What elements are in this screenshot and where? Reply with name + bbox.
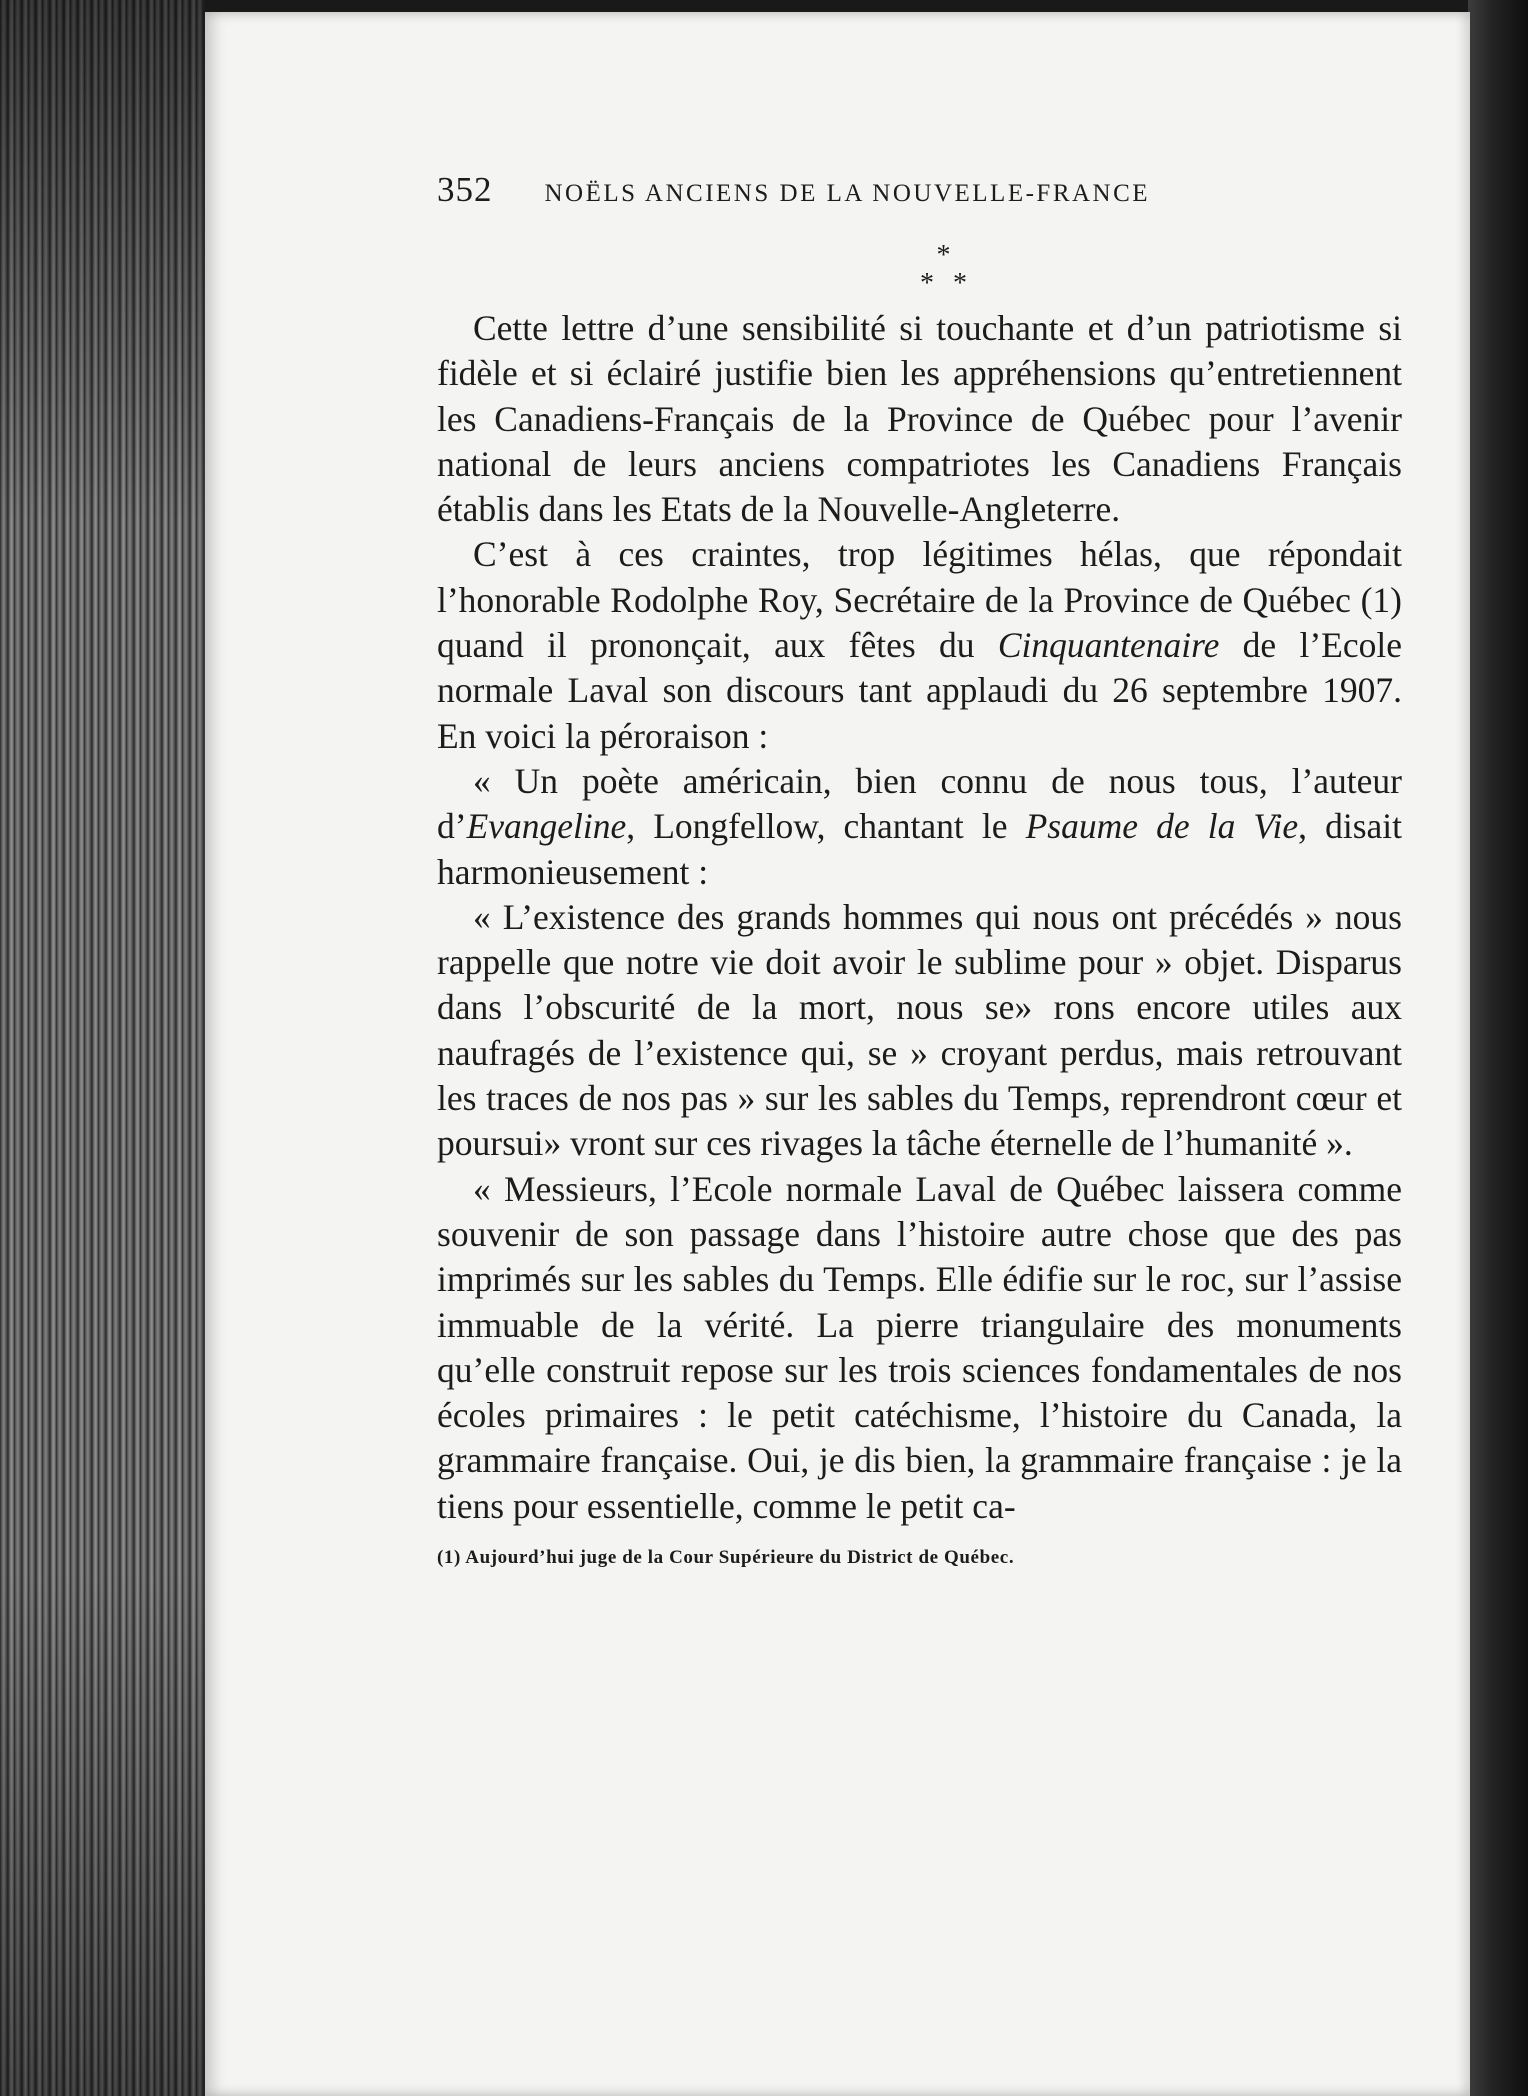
running-title: NOËLS ANCIENS DE LA NOUVELLE-FRANCE xyxy=(544,180,1151,207)
asterism-top: * xyxy=(936,240,951,271)
footnote: (1) Aujourd’hui juge de la Cour Supérieure du District de Québec. xyxy=(437,1547,1015,1569)
section-asterism xyxy=(485,242,1402,298)
paragraph-text: C’est à ces craintes, trop légitimes hélas, que répondait l’honorable Rodolphe Roy, Secrétaire de la Province de Québec (1) quand il prononçait, aux fêtes du xyxy=(437,534,1402,666)
book-page-edges xyxy=(0,0,205,2096)
paragraph-letter-comment: Cette lettre d’une sensibilité si touchante et d’un patriotisme si fidèle et si éclairé justifie bien les appréhensions qu’entretiennent les Canadiens-Français de la Province de Québec pour l’avenir national de leurs anciens compatriotes les Canadiens Français établis dans les Etats de la Nouvelle-Angleterre. xyxy=(437,308,1402,530)
paragraph-rodolphe-roy xyxy=(437,532,1402,758)
paragraph-text: « Un poète américain, bien connu de nous tous, l’auteur d’ xyxy=(437,760,1402,847)
italic-evangeline: Evangeline xyxy=(466,806,627,847)
paragraph-longfellow xyxy=(437,759,1402,895)
paragraph-text: , Longfellow, chantant le xyxy=(626,806,1026,847)
book-cover-edge xyxy=(1468,0,1528,2096)
page-number: 352 xyxy=(437,170,493,209)
page-sheet xyxy=(205,12,1470,2096)
page-header xyxy=(437,170,1402,230)
asterism-bottom: * * xyxy=(920,268,967,299)
italic-psaume-de-la-vie: Psaume de la Vie xyxy=(1025,806,1299,847)
paragraph-text: de l’Ecole normale Laval son discours tant applaudi du 26 septembre 1907. En voici la péroraison : xyxy=(437,625,1402,756)
paragraph-messieurs: « Messieurs, l’Ecole normale Laval de Québec laissera comme souvenir de son passage dans l’histoire autre chose que des pas imprimés sur les sables du Temps. Elle édifie sur le roc, sur l’assise immuable de la vérité. La pierre triangulaire des monuments qu’elle construit repose sur les trois sciences fondamentales de nos écoles primaires : le petit catéchisme, l’histoire du Canada, la grammaire française. Oui, je dis bien, la grammaire française : je la tiens pour essentielle, comme le petit ca- xyxy=(437,1168,1402,1526)
text-block xyxy=(437,170,1402,1569)
italic-cinquantenaire: Cinquantenaire xyxy=(997,625,1220,666)
paragraph-text: , disait harmonieusement : xyxy=(437,806,1402,892)
paragraph-quotation: « L’existence des grands hommes qui nous ont précédés » nous rappelle que notre vie doit avoir le sublime pour » objet. Disparus dans l’obscurité de la mort, nous se» rons encore utiles aux naufragés de l’existence qui, se » croyant perdus, mais retrouvant les traces de nos pas » sur les sables du Temps, reprendront cœur et poursui» vront sur ces rivages la tâche éternelle de l’humanité ». xyxy=(437,896,1402,1164)
